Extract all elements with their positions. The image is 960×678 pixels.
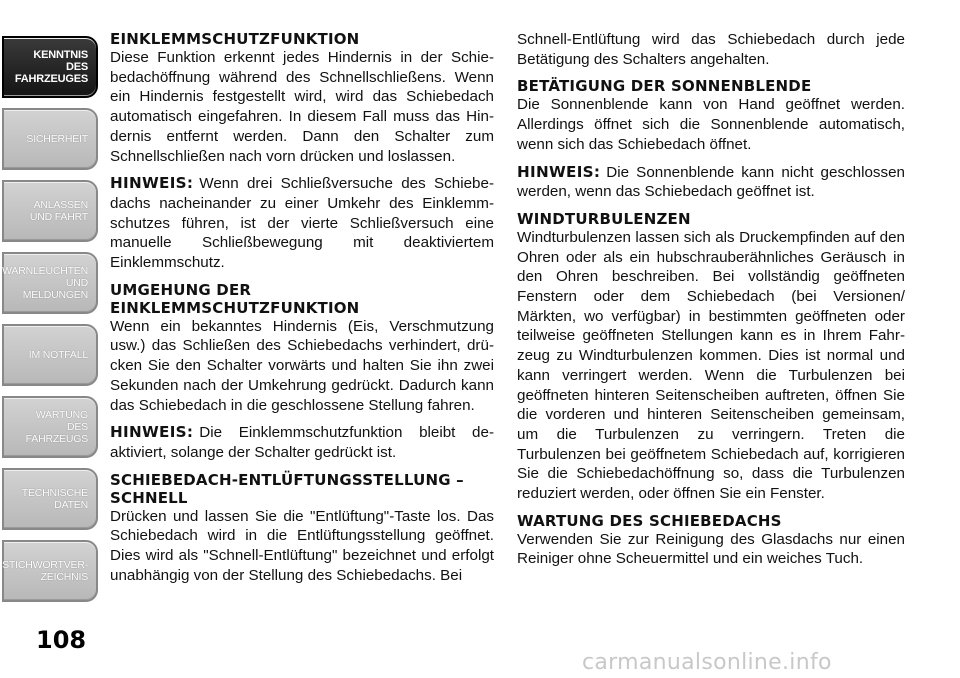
note-paragraph <box>110 423 494 462</box>
tab-label: STICHWORTVER- ZEICHNIS <box>2 559 88 583</box>
body-paragraph: Verwenden Sie zur Reinigung des Glasdachs nur einen Reiniger ohne Scheuermittel und ein weiches Tuch. <box>517 530 905 568</box>
tab-wartung-des-fahrzeugs[interactable] <box>2 396 98 458</box>
note-paragraph <box>517 163 905 202</box>
note-paragraph <box>110 174 494 273</box>
tab-label: SICHERHEIT <box>26 133 88 145</box>
body-paragraph: Windturbulenzen lassen sich als Druckempfinden auf den Ohren oder als ein hubschrauberähnliches Geräusch in den Ohren beschreiben. Bei vollständig geöffneten Fenstern oder dem Schiebedach (bei Versionen/ Märkten, wo verfügbar) in bestimmten geöffneten oder teilweise geöffneten Stellungen kann es in Ihrem Fahrzeug zu Windturbulenzen kommen. Dies ist normal und kann verringert werden. Wenn die Turbulenzen bei geöffneten hinteren Seitenscheiben auftreten, öffnen Sie die vorderen und hinteren Seitenscheiben gemeinsam, um die Turbulenzen zu verringern. Treten die Turbulenzen bei geöffnetem Schiebedach auf, korrigieren Sie die Schiebedachöffnung so, dass die Turbulenzen reduziert werden, oder öffnen Sie ein Fenster. <box>517 228 905 503</box>
note-label: HINWEIS: <box>517 162 601 181</box>
note-text: Die Sonnenblende kann nicht geschlossen werden, wenn das Schiebedach geöffnet ist. <box>517 163 905 201</box>
section-heading: UMGEHUNG DER EINKLEMMSCHUTZFUNKTION <box>110 280 360 317</box>
note-label: HINWEIS: <box>110 423 194 442</box>
body-paragraph: Drücken und lassen Sie die "Entlüftung"-Taste los. Das Schiebedach wird in die Entlüftungsstellung geöffnet. Dies wird als "Schnell-Entlüftung" bezeichnet und erfolgt unabhängig von der Stellung des Schiebedachs. Bei <box>110 507 494 584</box>
tab-label: KENNTNIS DES FAHRZEUGES <box>14 49 88 85</box>
tab-label: TECHNISCHE DATEN <box>21 487 88 511</box>
chapter-tabs <box>0 0 103 678</box>
section-heading: EINKLEMMSCHUTZFUNKTION <box>110 30 360 48</box>
body-paragraph: Wenn ein bekanntes Hindernis (Eis, Verschmutzung usw.) das Schließen des Schiebedachs verhindert, drücken Sie den Schalter vorwärts und halten Sie ihn zwei Sekunden nach der Umkehrung gedrückt. Dadurch kann das Schiebedach in die geschlossene Stellung fahren. <box>110 317 494 414</box>
page-number: 108 <box>36 626 87 654</box>
section-heading: BETÄTIGUNG DER SONNENBLENDE <box>517 77 812 96</box>
note-label: HINWEIS: <box>110 174 194 193</box>
tab-stichwortverzeichnis[interactable] <box>2 540 98 602</box>
tab-label: WARTUNG DES FAHRZEUGS <box>25 409 88 445</box>
body-paragraph: Schnell-Entlüftung wird das Schiebedach durch jede Betätigung des Schalters angehalten. <box>517 31 905 68</box>
section-heading: WARTUNG DES SCHIEBEDACHS <box>517 511 782 530</box>
tab-label: WARNLEUCHTEN UND MELDUNGEN <box>2 265 88 301</box>
tab-technische-daten[interactable] <box>2 468 98 530</box>
tab-label: ANLASSEN UND FAHRT <box>29 199 88 223</box>
note-text: Die Einklemmschutzfunktion bleibt deaktiviert, solange der Schalter gedrückt ist. <box>110 424 494 461</box>
watermark: carmanualsonline.info <box>582 650 832 675</box>
right-column <box>517 30 905 577</box>
tab-warnleuchten-und-meldungen[interactable] <box>2 252 98 314</box>
note-text: Wenn drei Schließversuche des Schiebedachs nacheinander zu einer Umkehr des Einklemmschutzes führen, ist der vierte Schließversuch eine manuelle Schließbewegung mit deaktiviertem Einklemmschutz. <box>110 175 494 272</box>
tab-im-notfall[interactable] <box>2 324 98 386</box>
left-column <box>110 30 494 593</box>
section-heading: SCHIEBEDACH-ENTLÜFTUNGSSTELLUNG – SCHNELL <box>110 470 464 507</box>
body-paragraph: Diese Funktion erkennt jedes Hindernis in der Schiebedachöffnung während des Schnellschließens. Wenn ein Hindernis festgestellt wird, wird das Schiebedach automatisch eingefahren. In diesem Fall muss das Hindernis entfernt werden. Dann den Schalter zum Schnellschließen nach vorn drücken und loslassen. <box>110 49 494 165</box>
tab-sicherheit[interactable] <box>2 108 98 170</box>
tab-label: IM NOTFALL <box>28 349 88 361</box>
body-paragraph: Die Sonnenblende kann von Hand geöffnet werden. Allerdings öffnet sich die Sonnenblende automatisch, wenn sich das Schiebedach öffnet. <box>517 96 905 153</box>
tab-kenntnis-des-fahrzeuges[interactable] <box>2 36 98 98</box>
section-heading: WINDTURBULENZEN <box>517 209 691 228</box>
tab-anlassen-und-fahrt[interactable] <box>2 180 98 242</box>
